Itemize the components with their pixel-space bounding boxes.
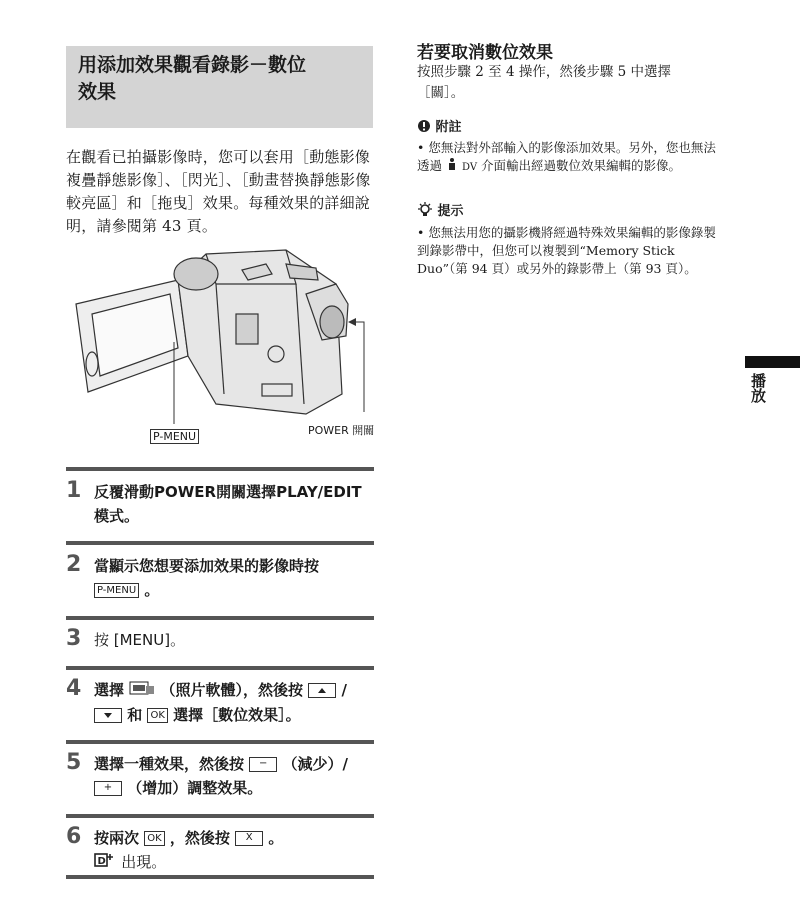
tip-heading bbox=[417, 200, 717, 222]
digital-effect-indicator-icon bbox=[94, 851, 116, 875]
step-text-e: 選擇［數位效果］。 bbox=[173, 705, 301, 724]
plus-key: + bbox=[94, 781, 122, 796]
down-key bbox=[94, 708, 122, 723]
page-title bbox=[78, 52, 363, 106]
note-dv-label: DV bbox=[461, 161, 478, 173]
note-heading bbox=[417, 116, 717, 137]
step-text: 按 [MENU]。 bbox=[94, 631, 186, 649]
intro-paragraph: 在觀看已拍攝影像時，您可以套用［動態影像複疊靜態影像］、［閃光］、［動畫替換靜態影像較亮區］和［拖曳］效果。每種效果的詳細說明，請參閱第 43 頁。 bbox=[66, 148, 371, 235]
step-text bbox=[94, 554, 376, 602]
step-text-b: （減少）/ bbox=[282, 755, 348, 773]
step-text bbox=[94, 752, 376, 800]
title-box bbox=[66, 46, 373, 128]
pmenu-figure-label bbox=[150, 426, 199, 445]
power-switch-label: POWER 開關 bbox=[308, 424, 375, 437]
step-number: 6 bbox=[66, 824, 82, 849]
step-text-b: ，然後按 bbox=[169, 829, 230, 847]
step-text-c: 。 bbox=[268, 829, 284, 847]
note-section bbox=[417, 116, 717, 177]
step-text-c: （增加）調整效果。 bbox=[127, 779, 263, 797]
title-line-2: 效果 bbox=[78, 81, 117, 103]
svg-text:D: D bbox=[97, 855, 106, 867]
step-text-b: （照片軟體），然後按 bbox=[160, 681, 303, 699]
photo-software-icon bbox=[129, 679, 155, 703]
step-text: 反覆滑動POWER開關選擇PLAY/EDIT模式。 bbox=[94, 483, 362, 525]
step-text-c: / bbox=[341, 681, 347, 699]
step-1-rule bbox=[66, 467, 374, 471]
ok-key: OK bbox=[147, 708, 167, 723]
step-text-b: 。 bbox=[144, 581, 160, 599]
step-number: 5 bbox=[66, 750, 82, 775]
step-4-rule bbox=[66, 666, 374, 670]
tip-section bbox=[417, 200, 717, 278]
ok-key: OK bbox=[144, 831, 164, 846]
steps-end-rule bbox=[66, 875, 374, 879]
step-number: 2 bbox=[66, 552, 82, 577]
step-5-rule bbox=[66, 740, 374, 744]
title-line-1: 用添加效果觀看錄影－數位 bbox=[78, 54, 307, 76]
tip-heading-text: 提示 bbox=[437, 204, 464, 219]
step-text-d: 和 bbox=[127, 705, 143, 724]
cancel-body: 按照步驟 2 至 4 操作，然後步驟 5 中選擇［關］。 bbox=[417, 64, 672, 101]
dv-interface-icon bbox=[446, 157, 458, 176]
step-number: 4 bbox=[66, 676, 82, 701]
step-text-a: 選擇一種效果，然後按 bbox=[94, 755, 245, 773]
camcorder-drawing bbox=[66, 244, 378, 444]
warning-icon bbox=[417, 119, 431, 137]
side-tab-bar bbox=[745, 356, 800, 368]
note-text-b: 介面輸出經過數位效果編輯的影像。 bbox=[481, 157, 682, 173]
pmenu-key-label: P-MENU bbox=[150, 429, 199, 444]
step-2-rule bbox=[66, 541, 374, 545]
step-3-rule bbox=[66, 616, 374, 620]
up-key bbox=[308, 683, 336, 698]
step-text-a: 選擇 bbox=[94, 681, 125, 699]
step-text bbox=[94, 678, 376, 727]
pmenu-key: P-MENU bbox=[94, 583, 139, 598]
note-heading-text: 附註 bbox=[435, 120, 462, 135]
close-key: X bbox=[235, 831, 263, 846]
lightbulb-icon bbox=[417, 202, 433, 222]
step-number: 3 bbox=[66, 626, 82, 651]
note-text-a: • 您無法對外部輸入的影像添加效果。另外，您也無法透過 bbox=[417, 139, 716, 173]
step-text bbox=[94, 826, 376, 875]
step-text-d: 出現。 bbox=[121, 853, 167, 871]
cancel-heading: 若要取消數位效果 bbox=[417, 43, 553, 63]
camcorder-illustration bbox=[66, 244, 378, 444]
step-number: 1 bbox=[66, 478, 82, 503]
minus-key: − bbox=[249, 757, 277, 772]
step-text-a: 當顯示您想要添加效果的影像時按 bbox=[94, 557, 320, 575]
side-tab-label: 播放 bbox=[749, 373, 767, 403]
note-body bbox=[417, 139, 717, 177]
step-text-a: 按兩次 bbox=[94, 829, 140, 847]
tip-body: • 您無法用您的攝影機將經過特殊效果編輯的影像錄製到錄影帶中，但您可以複製到“Memory Stick Duo”（第 94 頁）或另外的錄影帶上（第 93 頁）。 bbox=[417, 224, 716, 276]
step-6-rule bbox=[66, 814, 374, 818]
